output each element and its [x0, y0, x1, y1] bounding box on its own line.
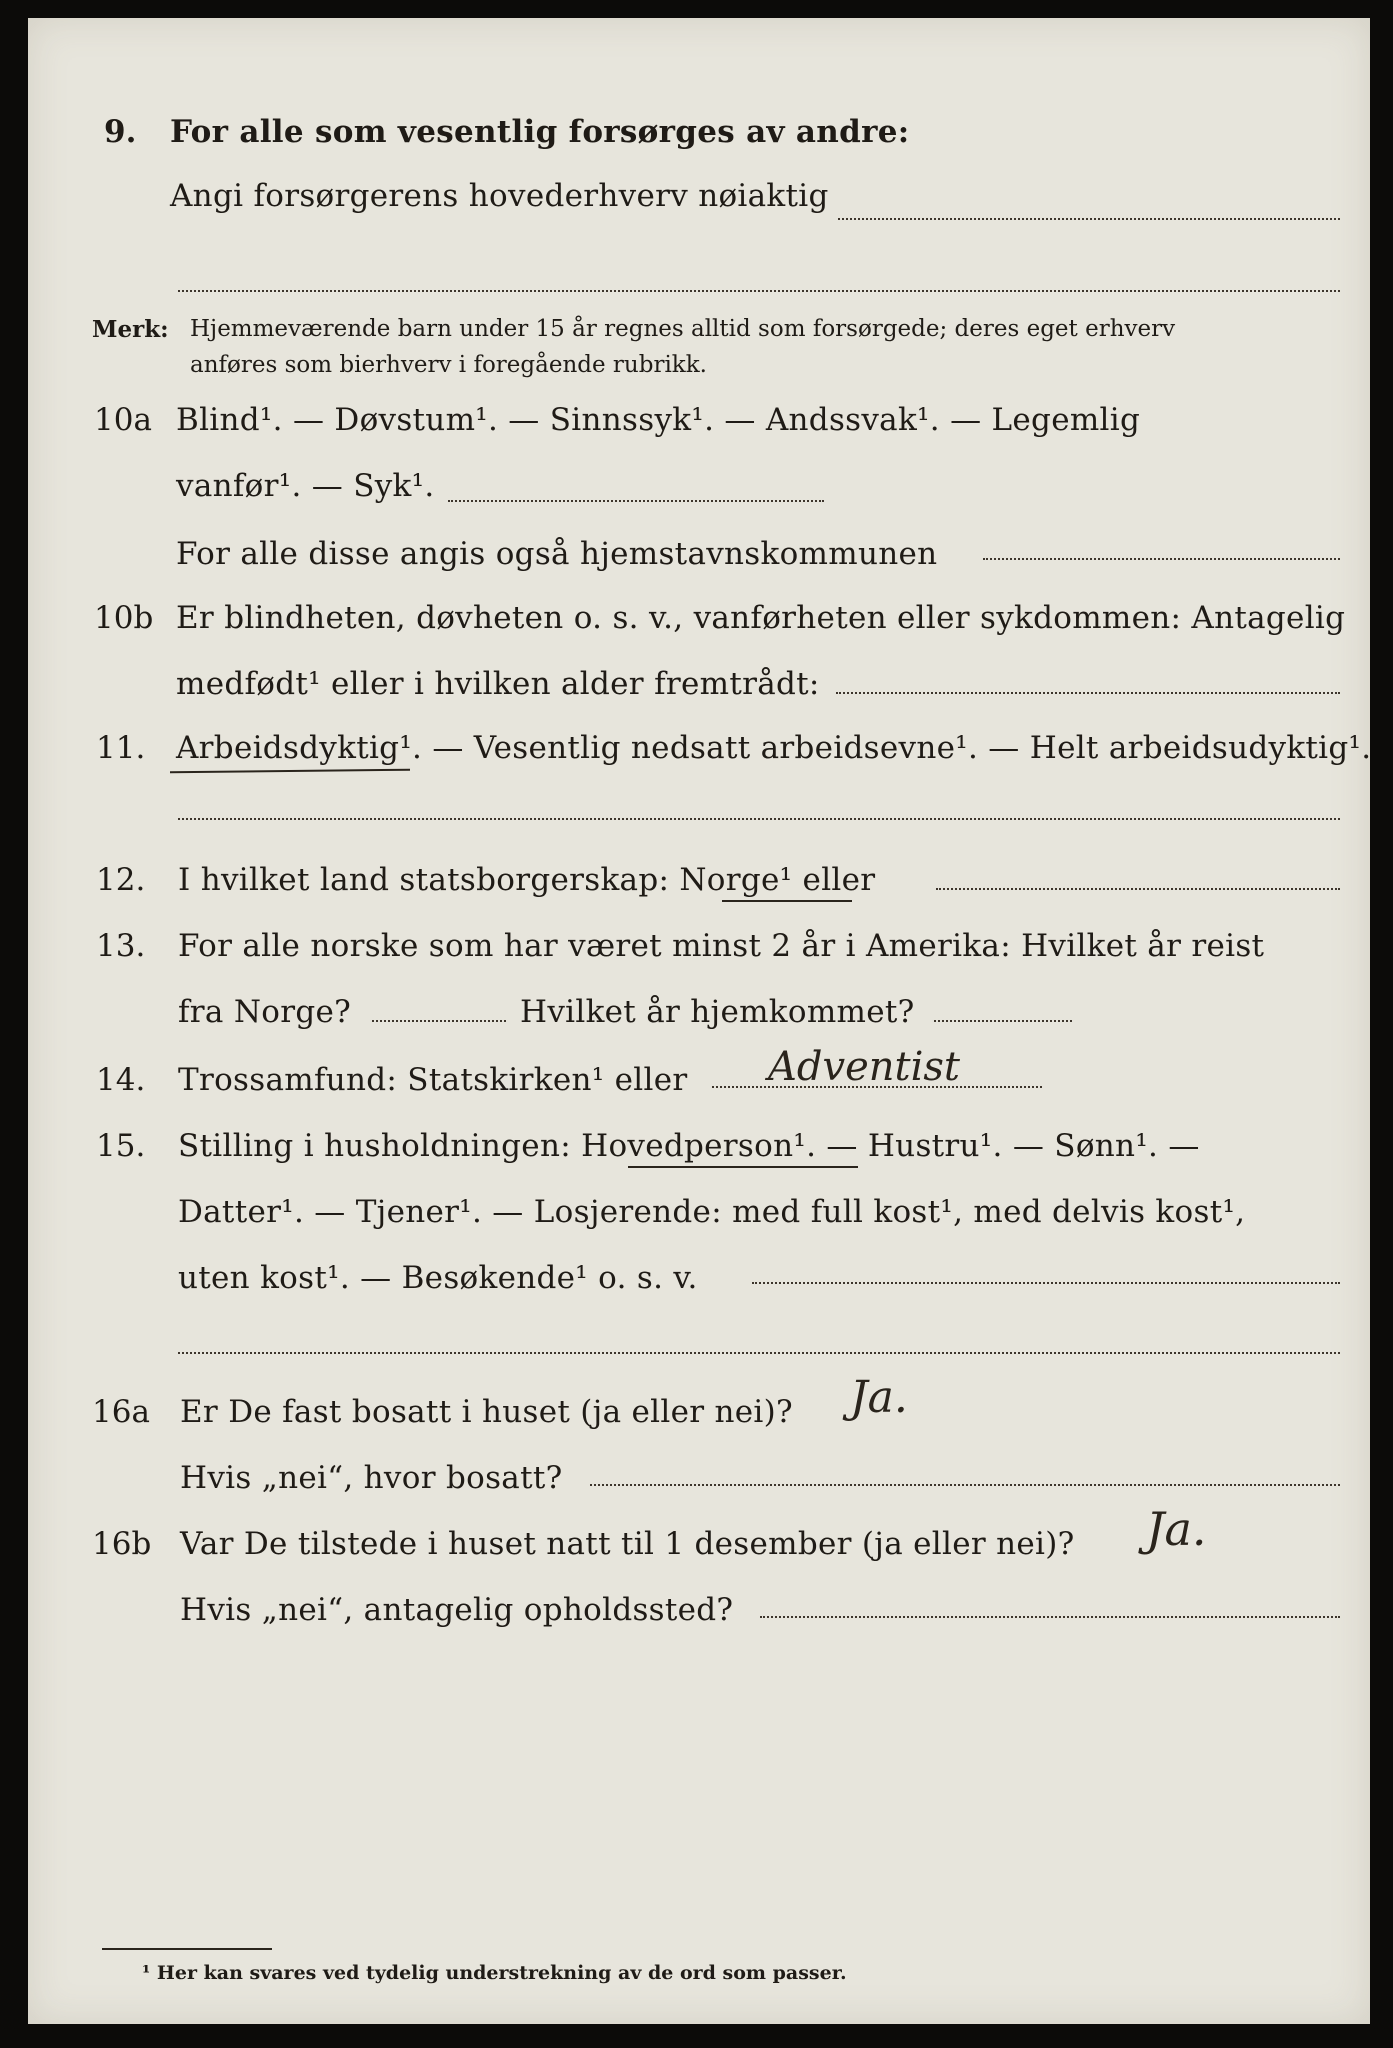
q12-answer-line[interactable]: [936, 888, 1340, 890]
q15-line-3: uten kost¹. — Besøkende¹ o. s. v.: [178, 1260, 698, 1296]
q9-number: 9.: [104, 114, 137, 150]
q11-underline-mark: [170, 769, 410, 774]
q16b-answer-line[interactable]: [760, 1616, 1340, 1618]
q9-answer-line-2[interactable]: [178, 290, 1340, 292]
q16b-line-1: Var De tilstede i huset natt til 1 desember (ja eller nei)?: [180, 1526, 1075, 1562]
q12-text: I hvilket land statsborgerskap: Norge¹ eller: [178, 862, 876, 898]
q16b-number: 16b: [92, 1526, 152, 1562]
census-form-page: [28, 18, 1370, 2024]
note-label: Merk:: [92, 316, 169, 343]
q13-departure-answer-line[interactable]: [372, 1020, 506, 1022]
q10a-answer-line[interactable]: [448, 500, 824, 502]
q13-line-2a: fra Norge?: [178, 994, 352, 1030]
q15-answer-line[interactable]: [752, 1282, 1340, 1284]
q11-options: Arbeidsdyktig¹. — Vesentlig nedsatt arbeidsevne¹. — Helt arbeidsudyktig¹.: [176, 730, 1372, 766]
q10b-answer-line[interactable]: [836, 692, 1340, 694]
q15-line-1: Stilling i husholdningen: Hovedperson¹. — Hustru¹. — Sønn¹. —: [178, 1128, 1200, 1164]
q11-number: 11.: [96, 730, 146, 766]
q16b-handwritten-answer: Ja.: [1146, 1502, 1207, 1556]
q13-line-1: For alle norske som har været minst 2 år i Amerika: Hvilket år reist: [178, 928, 1265, 964]
q10a-line-2: vanfør¹. — Syk¹.: [176, 468, 435, 504]
q15-number: 15.: [96, 1128, 146, 1164]
note-line-2: anføres som bierhverv i foregående rubrikk.: [190, 352, 707, 378]
q11-answer-line[interactable]: [178, 818, 1340, 820]
q10a-line-3: For alle disse angis også hjemstavnskommunen: [176, 536, 938, 572]
q14-handwritten-answer: Adventist: [768, 1044, 960, 1090]
q16a-number: 16a: [92, 1394, 150, 1430]
q13-return-answer-line[interactable]: [934, 1020, 1072, 1022]
q9-prompt: Angi forsørgerens hovederhverv nøiaktig: [170, 178, 829, 214]
footnote-text: ¹ Her kan svares ved tydelig understrekning av de ord som passer.: [142, 1962, 847, 1984]
q10a-line-1: Blind¹. — Døvstum¹. — Sinnssyk¹. — Andssvak¹. — Legemlig: [176, 402, 1141, 438]
q16a-line-1: Er De fast bosatt i huset (ja eller nei)?: [180, 1394, 793, 1430]
q10a-number: 10a: [94, 402, 152, 438]
q16a-answer-line[interactable]: [590, 1484, 1340, 1486]
q13-line-2b: Hvilket år hjemkommet?: [520, 994, 915, 1030]
q15-underline-mark: [628, 1166, 858, 1168]
q10b-line-1: Er blindheten, døvheten o. s. v., vanførheten eller sykdommen: Antagelig: [176, 600, 1346, 636]
q16b-line-2: Hvis „nei“, antagelig opholdssted?: [180, 1592, 734, 1628]
q10b-number: 10b: [94, 600, 154, 636]
q14-number: 14.: [96, 1062, 146, 1098]
q16a-handwritten-answer: Ja.: [850, 1372, 908, 1423]
q10a-home-answer-line[interactable]: [983, 558, 1340, 560]
q15-answer-line-2[interactable]: [178, 1352, 1340, 1354]
note-line-1: Hjemmeværende barn under 15 år regnes alltid som forsørgede; deres eget erhverv: [190, 316, 1176, 342]
q12-underline-mark: [722, 900, 852, 902]
q16a-line-2: Hvis „nei“, hvor bosatt?: [180, 1460, 563, 1496]
q12-number: 12.: [96, 862, 146, 898]
q14-text: Trossamfund: Statskirken¹ eller: [178, 1062, 688, 1098]
q9-title: For alle som vesentlig forsørges av andre:: [170, 114, 910, 150]
footnote-rule: [102, 1948, 272, 1950]
q9-answer-line[interactable]: [838, 218, 1340, 220]
q13-number: 13.: [96, 928, 146, 964]
q15-line-2: Datter¹. — Tjener¹. — Losjerende: med full kost¹, med delvis kost¹,: [178, 1194, 1246, 1230]
q10b-line-2: medfødt¹ eller i hvilken alder fremtrådt:: [176, 666, 820, 702]
